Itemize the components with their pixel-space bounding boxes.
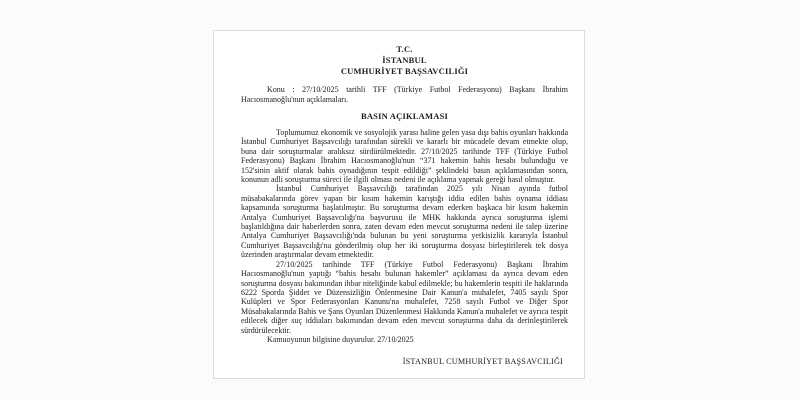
subject-line: Konu : 27/10/2025 tarihli TFF (Türkiye Futbol Federasyonu) Başkanı İbrahim Hacıosmanoğlu'nun açıklamaları. (241, 85, 568, 104)
letterhead (241, 44, 568, 77)
letterhead-line-city: İSTANBUL (382, 55, 427, 65)
press-release-title: BASIN AÇIKLAMASI (360, 111, 449, 121)
document-page (213, 30, 585, 379)
letterhead-line-tc: T.C. (396, 44, 413, 54)
paragraph-2: İstanbul Cumhuriyet Başsavcılığı tarafından 2025 yılı Nisan ayında futbol müsabakalarında görev yapan bir kısım hakemin karıştığı iddia edilen bahis oynama iddiası kapsamında soruşturma başlatılmıştır. Bu soruşturma devam ederken başkaca bir kısım hakemin Antalya Cumhuriyet Başsavcılığı'na başvurusu ile MHK hakkında ayrıca soruşturma işlemi başlatıldığına dair haberlerden sonra, zaten devam eden mevcut soruşturma nedeni ile talep üzerine Antalya Cumhuriyet Başsavcılığı'nda bulunan bu yeni soruşturma yetkisizlik kararıyla İstanbul Cumhuriyet Başsavcılığı'na gönderilmiş olup her iki soruşturma dosyası birleştirilerek tek dosya üzerinden araştırmalar devam etmektedir. (241, 184, 568, 260)
paragraph-3: 27/10/2025 tarihinde TFF (Türkiye Futbol Federasyonu) Başkanı İbrahim Hacıosmanoğlu'nun yaptığı “bahis hesabı bulunan hakemler” açıklaması da ayrıca devam eden soruşturma dosyası bakımından ihbar niteliğinde kabul edilmekle; bu hakemlerin tespiti ile haklarında 6222 Sporda Şiddet ve Düzensizliğin Önlenmesine Dair Kanun'a muhalefet, 7405 sayılı Spor Kulüpleri ve Spor Federasyonları Kanunu'na muhalefet, 7258 sayılı Futbol ve Diğer Spor Müsabakalarında Bahis ve Şans Oyunları Düzenlenmesi Hakkında Kanun'a muhalefet ve ayrıca tespit edilecek diğer suç iddiaları bakımından devam eden mevcut soruşturma daha da derinleştirilerek sürdürülecektir. (241, 259, 568, 335)
signature: İSTANBUL CUMHURİYET BAŞSAVCILIĞI (402, 357, 563, 367)
paragraph-1: Toplumumuz ekonomik ve sosyolojik yarası haline gelen yasa dışı bahis oyunları hakkında İstanbul Cumhuriyet Başsavcılığı tarafından sürekli ve kararlı bir mücadele devam etmekte olup, buna dair soruşturmalar aralıksız sürdürülmektedir. 27/10/2025 tarihinde TFF (Türkiye Futbol Federasyonu) Başkanı İbrahim Hacıosmanoğlu'nun “371 hakemin bahis hesabı bulunduğu ve 152'sinin aktif olarak bahis oynadığının tespit edildiği” şeklindeki basın açıklamasından sonra, konunun adli soruşturma süreci ile ilgili olması nedeni ile açıklama yapmak gereği hasıl olmuştur. (241, 128, 568, 185)
letterhead-line-office: CUMHURİYET BAŞSAVCILIĞI (340, 66, 469, 76)
closing-line: Kamuoyunun bilgisine duyurulur. 27/10/2025 (267, 334, 414, 344)
